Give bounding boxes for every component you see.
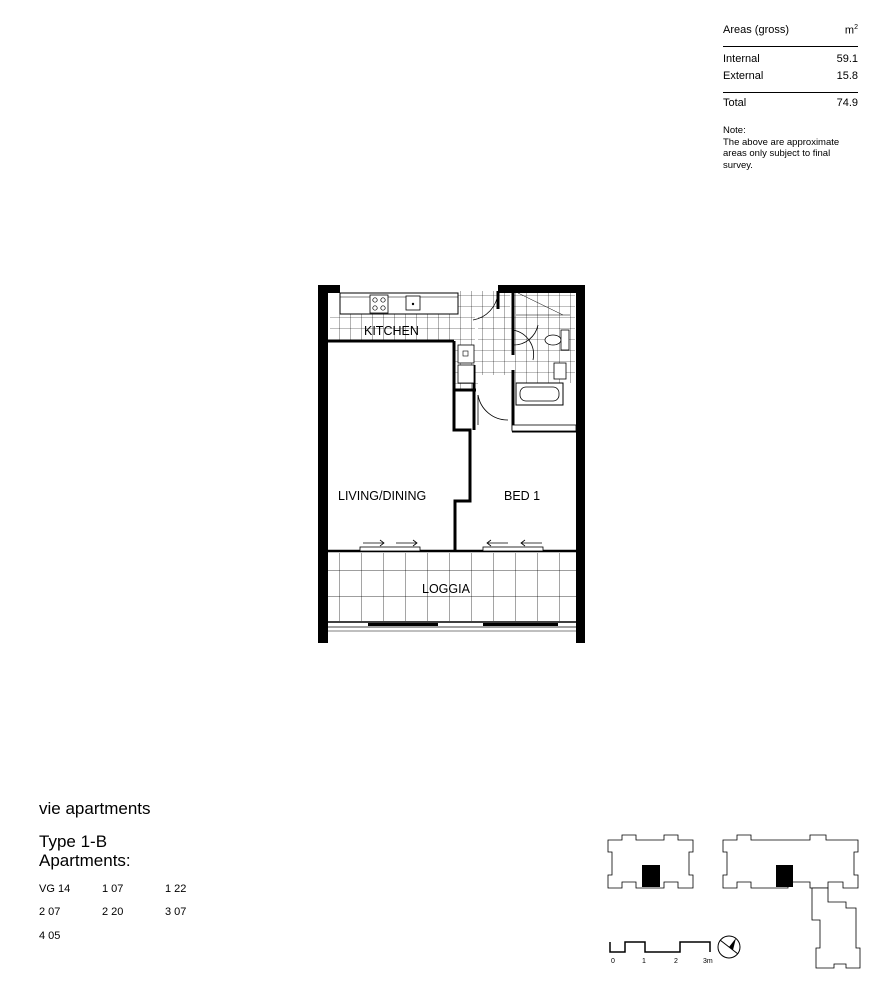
living-dining-label: LIVING/DINING (338, 489, 427, 503)
sink-icon (406, 296, 420, 310)
type-title (39, 832, 131, 870)
scale-tick-label: 3m (703, 958, 713, 965)
note-title: Note: (723, 125, 746, 136)
apartment-number: 1 22 (165, 883, 187, 895)
robe (512, 425, 576, 431)
area-note (723, 125, 858, 171)
kitchen-label: KITCHEN (364, 324, 419, 338)
scale-bar (610, 942, 713, 965)
apartment-number: 4 05 (39, 930, 61, 942)
scale-tick-label: 0 (611, 958, 615, 965)
apartment-number: 3 07 (165, 906, 187, 918)
sliding-doors (328, 540, 576, 551)
area-label: Total (723, 97, 747, 109)
bed-1-label: BED 1 (504, 489, 541, 503)
apartment-number: 2 07 (39, 906, 61, 918)
unit-location-marker (776, 865, 793, 887)
area-value: 15.8 (836, 70, 858, 82)
loggia-balustrade (328, 622, 576, 631)
note-line: The above are approximate (723, 136, 840, 148)
area-row-internal (723, 47, 858, 70)
apartments-label: Apartments: (39, 851, 131, 870)
apartment-number: 1 07 (102, 883, 124, 895)
area-row-total (723, 92, 858, 119)
area-value: 59.1 (836, 53, 858, 65)
kitchen-counter (340, 293, 458, 314)
area-value: 74.9 (836, 97, 858, 109)
unit-location-marker (642, 865, 660, 887)
key-plan (600, 830, 870, 975)
scale-tick-label: 2 (674, 958, 678, 965)
area-label: External (723, 70, 764, 82)
area-row-external (723, 70, 858, 92)
scale-tick-label: 1 (642, 958, 646, 965)
area-unit: $m^2$ (844, 24, 858, 37)
note-line: areas only subject to final survey. (723, 148, 831, 171)
apartment-number: VG 14 (39, 883, 71, 895)
apartment-list (39, 883, 239, 953)
area-label: Internal (723, 53, 760, 65)
project-name: vie apartments (39, 799, 151, 818)
apartment-type: Type 1-B (39, 832, 108, 851)
north-arrow-icon (718, 936, 740, 958)
cooktop-icon (370, 295, 388, 313)
area-table-header (723, 24, 858, 47)
floor-plan (318, 285, 586, 645)
apartment-number: 2 20 (102, 906, 124, 918)
loggia-label: LOGGIA (422, 582, 470, 596)
area-table (723, 24, 858, 171)
areas-header-label: Areas (gross) (723, 24, 790, 36)
